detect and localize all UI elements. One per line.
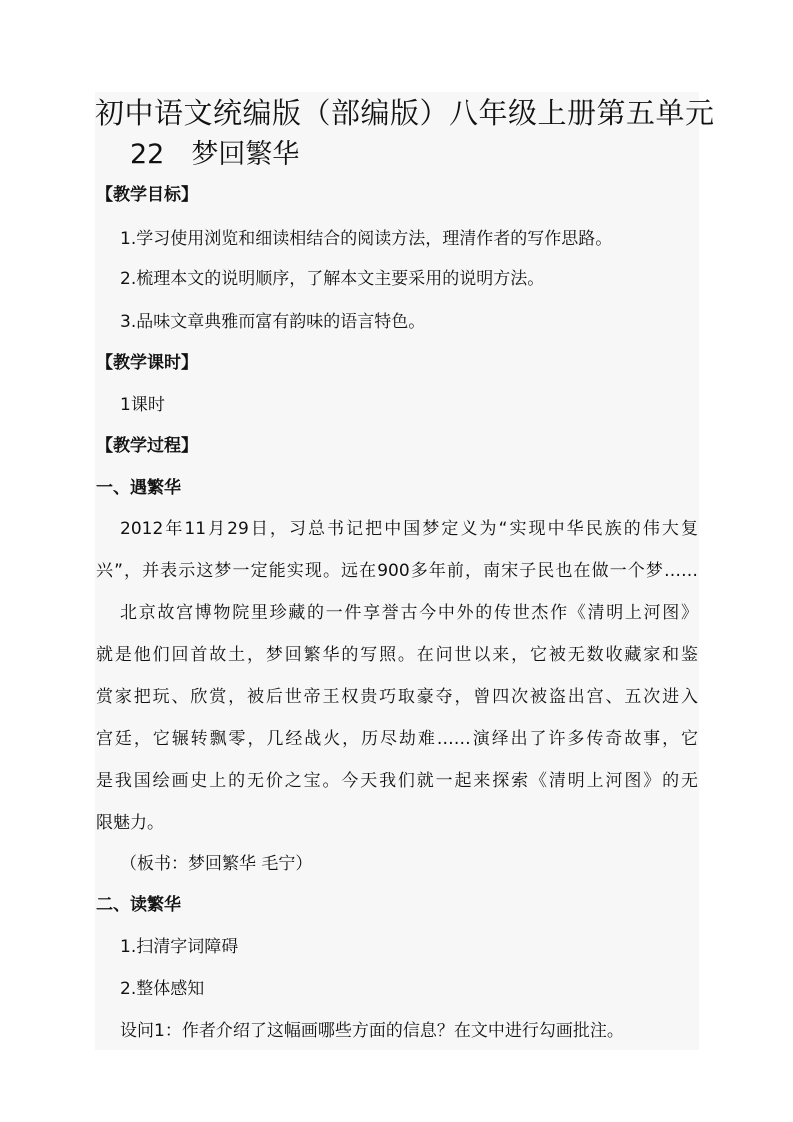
- document-title: 初中语文统编版（部编版）八年级上册第五单元: [95, 96, 715, 130]
- hours-heading: 【教学课时】: [96, 353, 198, 373]
- board-note: （板书：梦回繁华 毛宁）: [120, 854, 313, 874]
- objective-item: 2.梳理本文的说明顺序，了解本文主要采用的说明方法。: [120, 269, 545, 289]
- paragraph-line: 是我国绘画史上的无价之宝。今天我们就一起来探索《清明上河图》的无: [96, 771, 698, 791]
- question-line: 设问1：作者介绍了这幅画哪些方面的信息？在文中进行勾画批注。: [120, 1021, 624, 1041]
- paragraph-line: 2012年11月29日，习总书记把中国梦定义为“实现中华民族的伟大复: [120, 519, 698, 539]
- hours-value: 1课时: [120, 395, 165, 415]
- process-heading: 【教学过程】: [96, 436, 198, 456]
- paragraph-line: 宫廷，它辗转飘零，几经战火，历尽劫难……演绎出了许多传奇故事，它: [96, 729, 698, 749]
- paragraph-line: 限魅力。: [96, 813, 164, 833]
- paragraph-line: 北京故宫博物院里珍藏的一件享誉古今中外的传世杰作《清明上河图》: [120, 603, 698, 623]
- part2-item: 1.扫清字词障碍: [120, 937, 239, 957]
- part2-heading: 二、读繁华: [96, 895, 181, 915]
- objective-item: 1.学习使用浏览和细读相结合的阅读方法，理清作者的写作思路。: [120, 229, 613, 249]
- lesson-title: 22 梦回繁华: [130, 139, 300, 170]
- paragraph-line: 兴”，并表示这梦一定能实现。远在900多年前，南宋子民也在做一个梦……: [96, 561, 698, 581]
- objective-item: 3.品味文章典雅而富有韵味的语言特色。: [120, 312, 426, 332]
- part2-item: 2.整体感知: [120, 979, 205, 999]
- paragraph-line: 就是他们回首故土，梦回繁华的写照。在问世以来，它被无数收藏家和鉴: [96, 645, 698, 665]
- objectives-heading: 【教学目标】: [96, 185, 198, 205]
- paragraph-line: 赏家把玩、欣赏，被后世帝王权贵巧取豪夺，曾四次被盗出宫、五次进入: [96, 687, 698, 707]
- part1-heading: 一、遇繁华: [96, 478, 181, 498]
